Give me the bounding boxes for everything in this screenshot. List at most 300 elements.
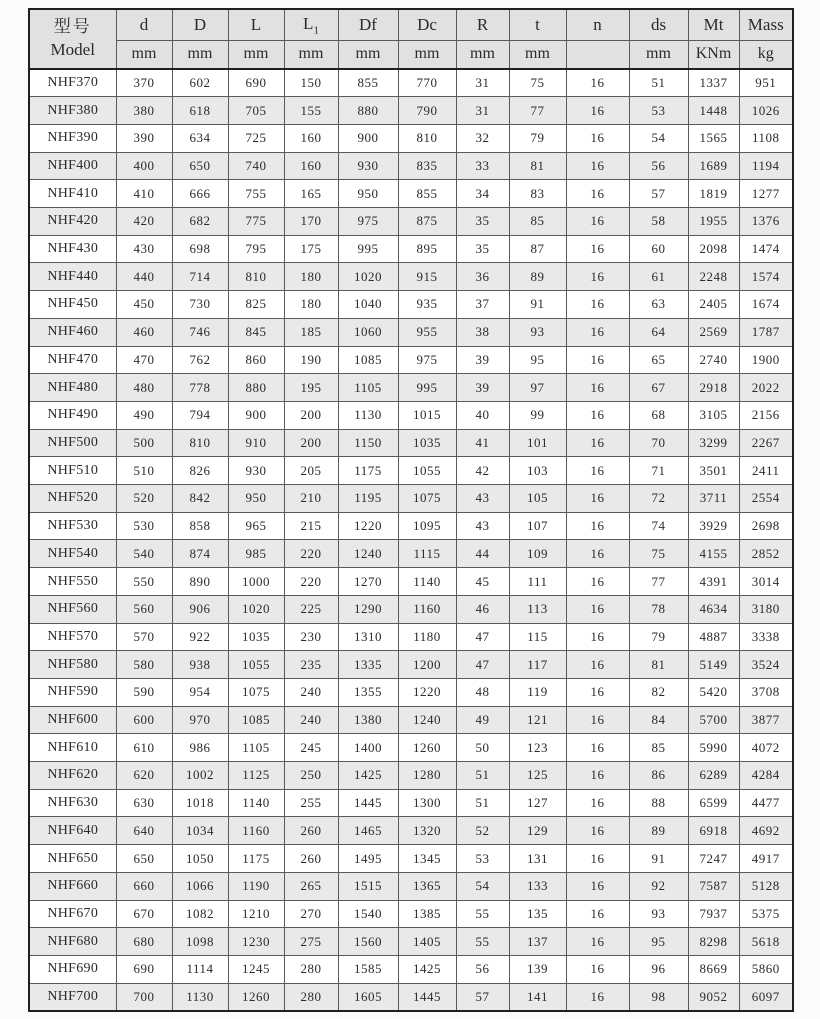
value-cell: 1194	[739, 152, 793, 180]
value-cell: 875	[398, 208, 456, 236]
value-cell: 7247	[688, 845, 739, 873]
value-cell: 1095	[398, 512, 456, 540]
value-cell: 2267	[739, 429, 793, 457]
model-cell: NHF370	[29, 69, 116, 97]
value-cell: 874	[172, 540, 228, 568]
value-cell: 1055	[398, 457, 456, 485]
value-cell: 235	[284, 651, 338, 679]
value-cell: 1425	[338, 762, 398, 790]
value-cell: 6097	[739, 983, 793, 1011]
value-cell: 410	[116, 180, 172, 208]
value-cell: 1015	[398, 401, 456, 429]
value-cell: 2248	[688, 263, 739, 291]
value-cell: 1280	[398, 762, 456, 790]
value-cell: 500	[116, 429, 172, 457]
header-row-labels	[29, 9, 793, 40]
value-cell: 666	[172, 180, 228, 208]
table-row	[29, 180, 793, 208]
model-cell: NHF520	[29, 485, 116, 513]
value-cell: 1320	[398, 817, 456, 845]
model-cell: NHF570	[29, 623, 116, 651]
value-cell: 746	[172, 318, 228, 346]
value-cell: 185	[284, 318, 338, 346]
value-cell: 2411	[739, 457, 793, 485]
value-cell: 4284	[739, 762, 793, 790]
value-cell: 1495	[338, 845, 398, 873]
value-cell: 1245	[228, 956, 284, 984]
value-cell: 240	[284, 706, 338, 734]
value-cell: 52	[456, 817, 509, 845]
value-cell: 55	[456, 900, 509, 928]
value-cell: 1240	[338, 540, 398, 568]
value-cell: 48	[456, 678, 509, 706]
value-cell: 215	[284, 512, 338, 540]
value-cell: 195	[284, 374, 338, 402]
value-cell: 2554	[739, 485, 793, 513]
value-cell: 5128	[739, 872, 793, 900]
value-cell: 47	[456, 651, 509, 679]
header-unit-3: mm	[284, 40, 338, 69]
value-cell: 930	[228, 457, 284, 485]
value-cell: 986	[172, 734, 228, 762]
value-cell: 480	[116, 374, 172, 402]
value-cell: 602	[172, 69, 228, 97]
value-cell: 240	[284, 678, 338, 706]
value-cell: 89	[509, 263, 566, 291]
model-cell: NHF560	[29, 595, 116, 623]
value-cell: 86	[629, 762, 688, 790]
value-cell: 4692	[739, 817, 793, 845]
value-cell: 1140	[228, 789, 284, 817]
table-row	[29, 762, 793, 790]
value-cell: 3711	[688, 485, 739, 513]
value-cell: 900	[228, 401, 284, 429]
value-cell: 698	[172, 235, 228, 263]
value-cell: 1385	[398, 900, 456, 928]
value-cell: 1200	[398, 651, 456, 679]
value-cell: 2405	[688, 291, 739, 319]
table-row	[29, 69, 793, 97]
value-cell: 1400	[338, 734, 398, 762]
value-cell: 955	[398, 318, 456, 346]
table-row	[29, 346, 793, 374]
model-cell: NHF550	[29, 568, 116, 596]
value-cell: 725	[228, 124, 284, 152]
value-cell: 16	[566, 235, 629, 263]
value-cell: 1000	[228, 568, 284, 596]
value-cell: 83	[509, 180, 566, 208]
value-cell: 88	[629, 789, 688, 817]
value-cell: 400	[116, 152, 172, 180]
value-cell: 1819	[688, 180, 739, 208]
value-cell: 53	[629, 97, 688, 125]
value-cell: 105	[509, 485, 566, 513]
value-cell: 450	[116, 291, 172, 319]
value-cell: 170	[284, 208, 338, 236]
value-cell: 200	[284, 429, 338, 457]
value-cell: 950	[338, 180, 398, 208]
value-cell: 16	[566, 651, 629, 679]
table-header	[29, 9, 793, 69]
value-cell: 640	[116, 817, 172, 845]
value-cell: 826	[172, 457, 228, 485]
value-cell: 3105	[688, 401, 739, 429]
value-cell: 1474	[739, 235, 793, 263]
value-cell: 2569	[688, 318, 739, 346]
table-row	[29, 845, 793, 873]
value-cell: 1130	[172, 983, 228, 1011]
value-cell: 650	[172, 152, 228, 180]
value-cell: 922	[172, 623, 228, 651]
value-cell: 560	[116, 595, 172, 623]
value-cell: 790	[398, 97, 456, 125]
value-cell: 180	[284, 263, 338, 291]
value-cell: 1310	[338, 623, 398, 651]
value-cell: 1195	[338, 485, 398, 513]
value-cell: 9052	[688, 983, 739, 1011]
value-cell: 16	[566, 817, 629, 845]
table-row	[29, 318, 793, 346]
value-cell: 1585	[338, 956, 398, 984]
value-cell: 1448	[688, 97, 739, 125]
value-cell: 44	[456, 540, 509, 568]
value-cell: 16	[566, 180, 629, 208]
value-cell: 490	[116, 401, 172, 429]
value-cell: 95	[509, 346, 566, 374]
value-cell: 2918	[688, 374, 739, 402]
value-cell: 68	[629, 401, 688, 429]
value-cell: 810	[398, 124, 456, 152]
value-cell: 280	[284, 983, 338, 1011]
table-row	[29, 429, 793, 457]
value-cell: 121	[509, 706, 566, 734]
value-cell: 1105	[338, 374, 398, 402]
value-cell: 2098	[688, 235, 739, 263]
value-cell: 16	[566, 152, 629, 180]
header-col-n: n	[566, 9, 629, 40]
model-cell: NHF430	[29, 235, 116, 263]
value-cell: 950	[228, 485, 284, 513]
value-cell: 39	[456, 374, 509, 402]
model-cell: NHF700	[29, 983, 116, 1011]
value-cell: 97	[509, 374, 566, 402]
header-model	[29, 9, 116, 69]
value-cell: 730	[172, 291, 228, 319]
value-cell: 99	[509, 401, 566, 429]
value-cell: 1035	[228, 623, 284, 651]
value-cell: 1130	[338, 401, 398, 429]
value-cell: 205	[284, 457, 338, 485]
value-cell: 51	[629, 69, 688, 97]
header-unit-2: mm	[228, 40, 284, 69]
value-cell: 79	[629, 623, 688, 651]
value-cell: 78	[629, 595, 688, 623]
value-cell: 127	[509, 789, 566, 817]
value-cell: 1035	[398, 429, 456, 457]
value-cell: 985	[228, 540, 284, 568]
value-cell: 42	[456, 457, 509, 485]
value-cell: 1674	[739, 291, 793, 319]
value-cell: 970	[172, 706, 228, 734]
value-cell: 3014	[739, 568, 793, 596]
table-row	[29, 623, 793, 651]
value-cell: 16	[566, 457, 629, 485]
value-cell: 1066	[172, 872, 228, 900]
value-cell: 16	[566, 208, 629, 236]
value-cell: 65	[629, 346, 688, 374]
value-cell: 1085	[338, 346, 398, 374]
value-cell: 1160	[228, 817, 284, 845]
value-cell: 6289	[688, 762, 739, 790]
value-cell: 67	[629, 374, 688, 402]
value-cell: 1098	[172, 928, 228, 956]
value-cell: 1445	[338, 789, 398, 817]
value-cell: 550	[116, 568, 172, 596]
value-cell: 5420	[688, 678, 739, 706]
value-cell: 115	[509, 623, 566, 651]
model-cell: NHF450	[29, 291, 116, 319]
table-row	[29, 900, 793, 928]
value-cell: 36	[456, 263, 509, 291]
value-cell: 210	[284, 485, 338, 513]
value-cell: 2698	[739, 512, 793, 540]
value-cell: 270	[284, 900, 338, 928]
value-cell: 895	[398, 235, 456, 263]
spec-table	[28, 8, 794, 1012]
model-cell: NHF640	[29, 817, 116, 845]
value-cell: 755	[228, 180, 284, 208]
value-cell: 1190	[228, 872, 284, 900]
value-cell: 1574	[739, 263, 793, 291]
value-cell: 54	[629, 124, 688, 152]
value-cell: 390	[116, 124, 172, 152]
header-subscript: 1	[313, 23, 319, 36]
model-cell: NHF620	[29, 762, 116, 790]
header-unit-11: kg	[739, 40, 793, 69]
model-cell: NHF590	[29, 678, 116, 706]
table-row	[29, 263, 793, 291]
value-cell: 16	[566, 346, 629, 374]
value-cell: 16	[566, 900, 629, 928]
value-cell: 38	[456, 318, 509, 346]
model-cell: NHF540	[29, 540, 116, 568]
table-row	[29, 706, 793, 734]
value-cell: 1160	[398, 595, 456, 623]
value-cell: 125	[509, 762, 566, 790]
value-cell: 1150	[338, 429, 398, 457]
value-cell: 600	[116, 706, 172, 734]
value-cell: 1290	[338, 595, 398, 623]
table-row	[29, 734, 793, 762]
value-cell: 230	[284, 623, 338, 651]
value-cell: 1018	[172, 789, 228, 817]
value-cell: 1560	[338, 928, 398, 956]
value-cell: 109	[509, 540, 566, 568]
value-cell: 54	[456, 872, 509, 900]
header-col-mass: Mass	[739, 9, 793, 40]
value-cell: 1565	[688, 124, 739, 152]
value-cell: 175	[284, 235, 338, 263]
model-cell: NHF670	[29, 900, 116, 928]
value-cell: 16	[566, 595, 629, 623]
value-cell: 16	[566, 872, 629, 900]
value-cell: 1175	[338, 457, 398, 485]
value-cell: 16	[566, 485, 629, 513]
model-cell: NHF580	[29, 651, 116, 679]
value-cell: 35	[456, 208, 509, 236]
value-cell: 3338	[739, 623, 793, 651]
value-cell: 51	[456, 762, 509, 790]
value-cell: 1020	[228, 595, 284, 623]
value-cell: 129	[509, 817, 566, 845]
value-cell: 650	[116, 845, 172, 873]
table-row	[29, 457, 793, 485]
header-unit-9: mm	[629, 40, 688, 69]
value-cell: 630	[116, 789, 172, 817]
model-cell: NHF480	[29, 374, 116, 402]
value-cell: 5860	[739, 956, 793, 984]
value-cell: 530	[116, 512, 172, 540]
value-cell: 60	[629, 235, 688, 263]
value-cell: 101	[509, 429, 566, 457]
value-cell: 1465	[338, 817, 398, 845]
value-cell: 16	[566, 734, 629, 762]
value-cell: 34	[456, 180, 509, 208]
value-cell: 16	[566, 263, 629, 291]
value-cell: 1900	[739, 346, 793, 374]
value-cell: 89	[629, 817, 688, 845]
value-cell: 3877	[739, 706, 793, 734]
value-cell: 16	[566, 983, 629, 1011]
value-cell: 4887	[688, 623, 739, 651]
value-cell: 610	[116, 734, 172, 762]
value-cell: 77	[629, 568, 688, 596]
value-cell: 96	[629, 956, 688, 984]
value-cell: 31	[456, 97, 509, 125]
value-cell: 590	[116, 678, 172, 706]
model-cell: NHF680	[29, 928, 116, 956]
value-cell: 84	[629, 706, 688, 734]
value-cell: 965	[228, 512, 284, 540]
value-cell: 4155	[688, 540, 739, 568]
value-cell: 1175	[228, 845, 284, 873]
value-cell: 975	[338, 208, 398, 236]
value-cell: 51	[456, 789, 509, 817]
value-cell: 1605	[338, 983, 398, 1011]
value-cell: 935	[398, 291, 456, 319]
value-cell: 139	[509, 956, 566, 984]
value-cell: 255	[284, 789, 338, 817]
value-cell: 3524	[739, 651, 793, 679]
value-cell: 16	[566, 956, 629, 984]
value-cell: 842	[172, 485, 228, 513]
value-cell: 16	[566, 568, 629, 596]
value-cell: 75	[509, 69, 566, 97]
value-cell: 8669	[688, 956, 739, 984]
value-cell: 510	[116, 457, 172, 485]
value-cell: 1114	[172, 956, 228, 984]
table-row	[29, 235, 793, 263]
value-cell: 16	[566, 678, 629, 706]
value-cell: 460	[116, 318, 172, 346]
value-cell: 31	[456, 69, 509, 97]
value-cell: 16	[566, 623, 629, 651]
value-cell: 1270	[338, 568, 398, 596]
value-cell: 16	[566, 706, 629, 734]
value-cell: 370	[116, 69, 172, 97]
model-cell: NHF420	[29, 208, 116, 236]
value-cell: 107	[509, 512, 566, 540]
model-cell: NHF600	[29, 706, 116, 734]
value-cell: 40	[456, 401, 509, 429]
value-cell: 1230	[228, 928, 284, 956]
value-cell: 1040	[338, 291, 398, 319]
value-cell: 4917	[739, 845, 793, 873]
value-cell: 540	[116, 540, 172, 568]
header-col-t: t	[509, 9, 566, 40]
model-cell: NHF410	[29, 180, 116, 208]
value-cell: 938	[172, 651, 228, 679]
value-cell: 1515	[338, 872, 398, 900]
value-cell: 92	[629, 872, 688, 900]
value-cell: 91	[509, 291, 566, 319]
value-cell: 220	[284, 540, 338, 568]
value-cell: 2740	[688, 346, 739, 374]
value-cell: 1140	[398, 568, 456, 596]
value-cell: 5375	[739, 900, 793, 928]
value-cell: 81	[629, 651, 688, 679]
value-cell: 1210	[228, 900, 284, 928]
value-cell: 53	[456, 845, 509, 873]
value-cell: 150	[284, 69, 338, 97]
value-cell: 85	[509, 208, 566, 236]
value-cell: 1180	[398, 623, 456, 651]
value-cell: 265	[284, 872, 338, 900]
model-cell: NHF510	[29, 457, 116, 485]
value-cell: 915	[398, 263, 456, 291]
value-cell: 4477	[739, 789, 793, 817]
value-cell: 1376	[739, 208, 793, 236]
value-cell: 56	[629, 152, 688, 180]
value-cell: 1026	[739, 97, 793, 125]
value-cell: 7587	[688, 872, 739, 900]
value-cell: 43	[456, 512, 509, 540]
model-cell: NHF690	[29, 956, 116, 984]
header-col-mt: Mt	[688, 9, 739, 40]
header-col-d: d	[116, 9, 172, 40]
value-cell: 1337	[688, 69, 739, 97]
value-cell: 1105	[228, 734, 284, 762]
value-cell: 1787	[739, 318, 793, 346]
value-cell: 5990	[688, 734, 739, 762]
value-cell: 835	[398, 152, 456, 180]
table-row	[29, 789, 793, 817]
header-col-l1: $L_1$	[284, 9, 338, 40]
model-cell: NHF490	[29, 401, 116, 429]
value-cell: 16	[566, 845, 629, 873]
model-cell: NHF660	[29, 872, 116, 900]
model-cell: NHF390	[29, 124, 116, 152]
value-cell: 690	[116, 956, 172, 984]
table-row	[29, 956, 793, 984]
value-cell: 930	[338, 152, 398, 180]
value-cell: 975	[398, 346, 456, 374]
value-cell: 810	[228, 263, 284, 291]
table-row	[29, 983, 793, 1011]
value-cell: 61	[629, 263, 688, 291]
value-cell: 1050	[172, 845, 228, 873]
value-cell: 35	[456, 235, 509, 263]
